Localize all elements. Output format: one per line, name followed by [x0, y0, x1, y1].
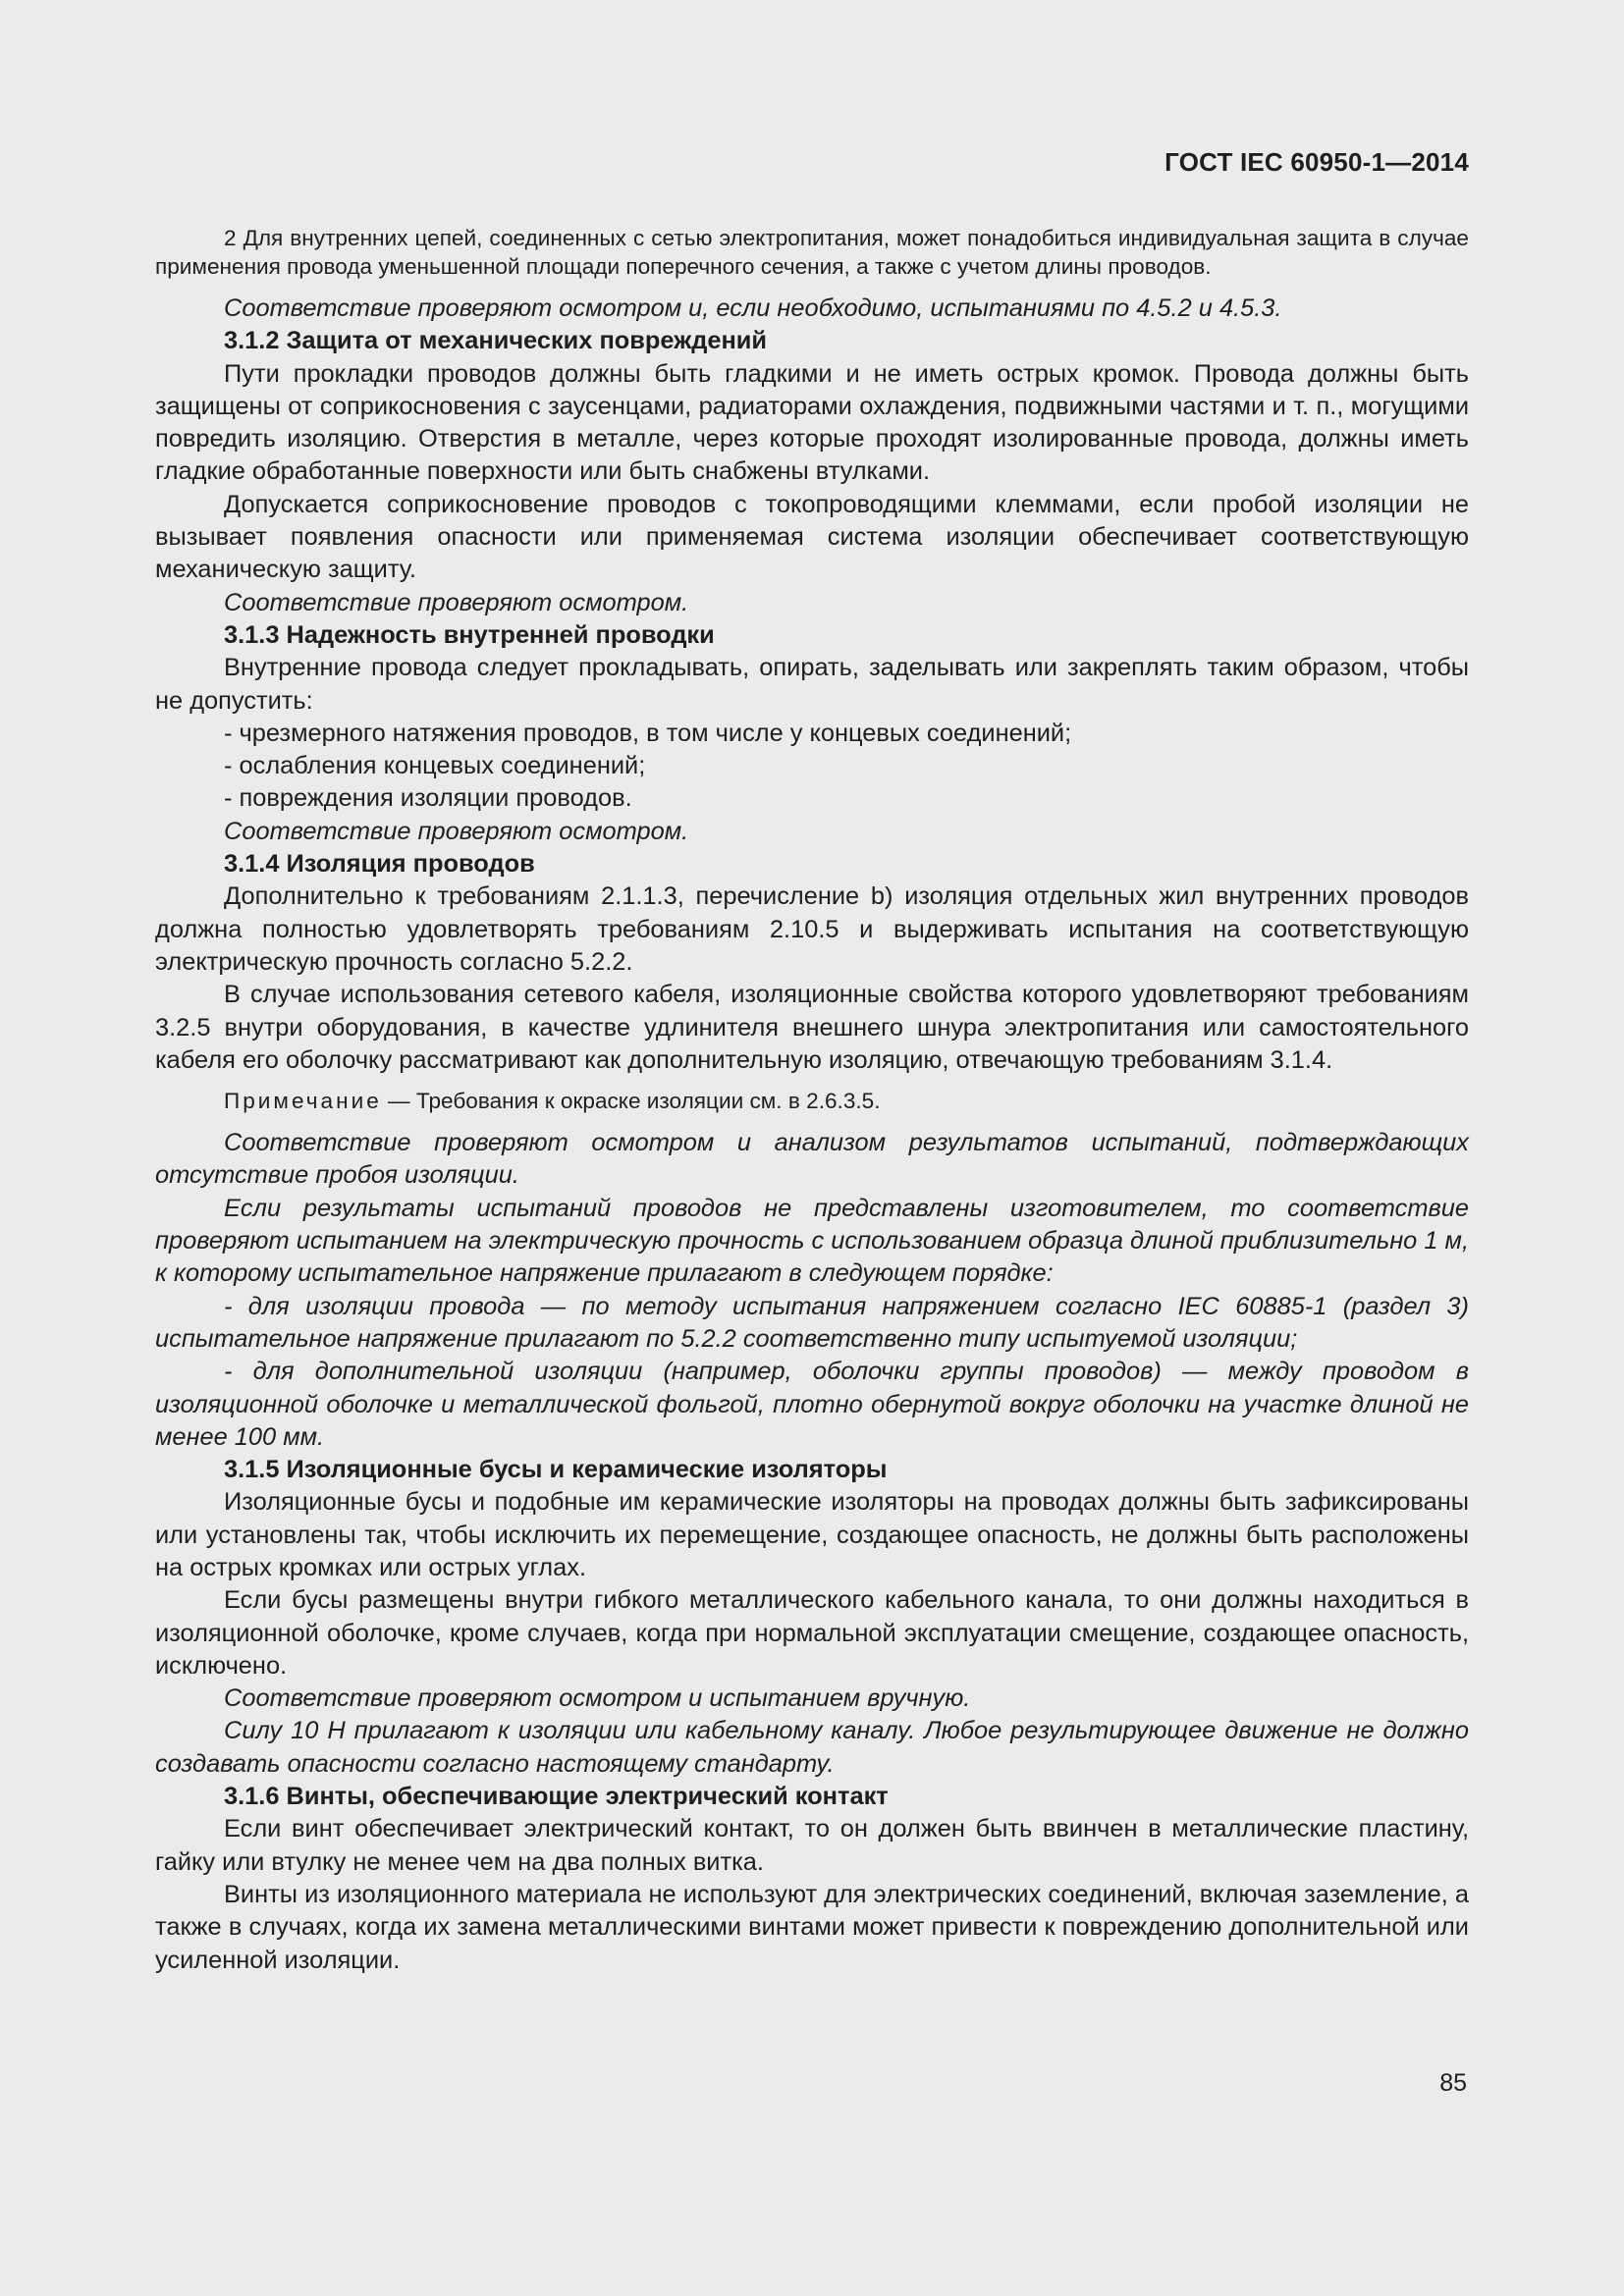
compliance-text: - для изоляции провода — по методу испытания напряжением согласно IEC 60885-1 (раздел 3) испытательное напряжение прилагают по 5.2.2 соответственно типу испытуемой изоляции; — [155, 1292, 1469, 1353]
paragraph: Дополнительно к требованиям 2.1.1.3, перечисление b) изоляция отдельных жил внутренних проводов должна полностью удовлетворять требованиям 2.10.5 и выдерживать испытания на соответствующую электрическую прочность согласно 5.2.2. — [155, 882, 1469, 976]
paragraph: Изоляционные бусы и подобные им керамические изоляторы на проводах должны быть зафиксированы или установлены так, чтобы исключить их перемещение, создающее опасность, не должны быть расположены на острых кромках или острых углах. — [155, 1488, 1469, 1581]
document-header: ГОСТ IEC 60950-1—2014 — [1164, 147, 1469, 177]
compliance-text: Соответствие проверяют осмотром и, если необходимо, испытаниями по 4.5.2 и 4.5.3. — [224, 294, 1282, 322]
compliance-text: Если результаты испытаний проводов не представлены изготовителем, то соответствие проверяют испытанием на электрическую прочность с использованием образца длиной приблизительно 1 м, к которому испытательное напряжение прилагают в следующем порядке: — [155, 1194, 1469, 1288]
note-label: Примечание — [224, 1089, 382, 1114]
compliance-text: Соответствие проверяют осмотром и испытанием вручную. — [224, 1684, 971, 1713]
paragraph: В случае использования сетевого кабеля, изоляционные свойства которого удовлетворяют требованиям 3.2.5 внутри оборудования, в качестве удлинителя внешнего шнура электропитания или самостоятельного кабеля его оболочку рассматривают как дополнительную изоляцию, отвечающую требованиям 3.1.4. — [155, 981, 1469, 1074]
section-heading-3-1-3: 3.1.3 Надежность внутренней проводки — [224, 620, 715, 649]
list-item: - ослабления концевых соединений; — [224, 752, 646, 780]
compliance-text: Соответствие проверяют осмотром и анализом результатов испытаний, подтверждающих отсутствие пробоя изоляции. — [155, 1129, 1469, 1190]
section-heading-3-1-4: 3.1.4 Изоляция проводов — [224, 850, 535, 879]
section-heading-3-1-2: 3.1.2 Защита от механических повреждений — [224, 327, 768, 355]
note — [155, 1087, 1469, 1115]
section-heading-3-1-5: 3.1.5 Изоляционные бусы и керамические изоляторы — [224, 1456, 888, 1484]
page-number: 85 — [1439, 2069, 1467, 2097]
paragraph: Винты из изоляционного материала не используют для электрических соединений, включая заземление, а также в случаях, когда их замена металлическими винтами может привести к повреждению дополнительной или усиленной изоляции. — [155, 1880, 1469, 1974]
list-item: - повреждения изоляции проводов. — [224, 784, 632, 813]
compliance-text: Силу 10 Н прилагают к изоляции или кабельному каналу. Любое результирующее движение не должно создавать опасности согласно настоящему стандарту. — [155, 1717, 1469, 1778]
page-content — [155, 224, 1469, 1977]
list-item: - чрезмерного натяжения проводов, в том числе у концевых соединений; — [224, 719, 1072, 747]
paragraph: Пути прокладки проводов должны быть гладкими и не иметь острых кромок. Провода должны быть защищены от соприкосновения с заусенцами, радиаторами охлаждения, подвижными частями и т. п., могущими повредить изоляцию. Отверстия в металле, через которые проходят изолированные провода, должны иметь гладкие обработанные поверхности или быть снабжены втулками. — [155, 359, 1469, 486]
section-heading-3-1-6: 3.1.6 Винты, обеспечивающие электрический контакт — [224, 1783, 889, 1811]
paragraph: Если винт обеспечивает электрический контакт, то он должен быть ввинчен в металлические пластину, гайку или втулку не менее чем на два полных витка. — [155, 1815, 1469, 1876]
paragraph: Если бусы размещены внутри гибкого металлического кабельного канала, то они должны находиться в изоляционной оболочке, кроме случаев, когда при нормальной эксплуатации смещение, создающее опасность, исключено. — [155, 1586, 1469, 1680]
note-text: — Требования к окраске изоляции см. в 2.6.3.5. — [381, 1089, 881, 1114]
compliance-text: Соответствие проверяют осмотром. — [224, 817, 689, 845]
note-2: 2 Для внутренних цепей, соединенных с сетью электропитания, может понадобиться индивидуальная защита в случае применения провода уменьшенной площади поперечного сечения, а также с учетом длины проводов. — [155, 226, 1469, 279]
paragraph: Внутренние провода следует прокладывать, опирать, заделывать или закреплять таким образом, чтобы не допустить: — [155, 654, 1469, 715]
compliance-text: - для дополнительной изоляции (например, оболочки группы проводов) — между проводом в изоляционной оболочке и металлической фольгой, плотно обернутой вокруг оболочки на участке длиной не менее 100 мм. — [155, 1358, 1469, 1451]
paragraph: Допускается соприкосновение проводов с токопроводящими клеммами, если пробой изоляции не вызывает появления опасности или применяемая система изоляции обеспечивает соответствующую механическую защиту. — [155, 490, 1469, 584]
compliance-text: Соответствие проверяют осмотром. — [224, 588, 689, 616]
requirements-list — [155, 718, 1469, 816]
